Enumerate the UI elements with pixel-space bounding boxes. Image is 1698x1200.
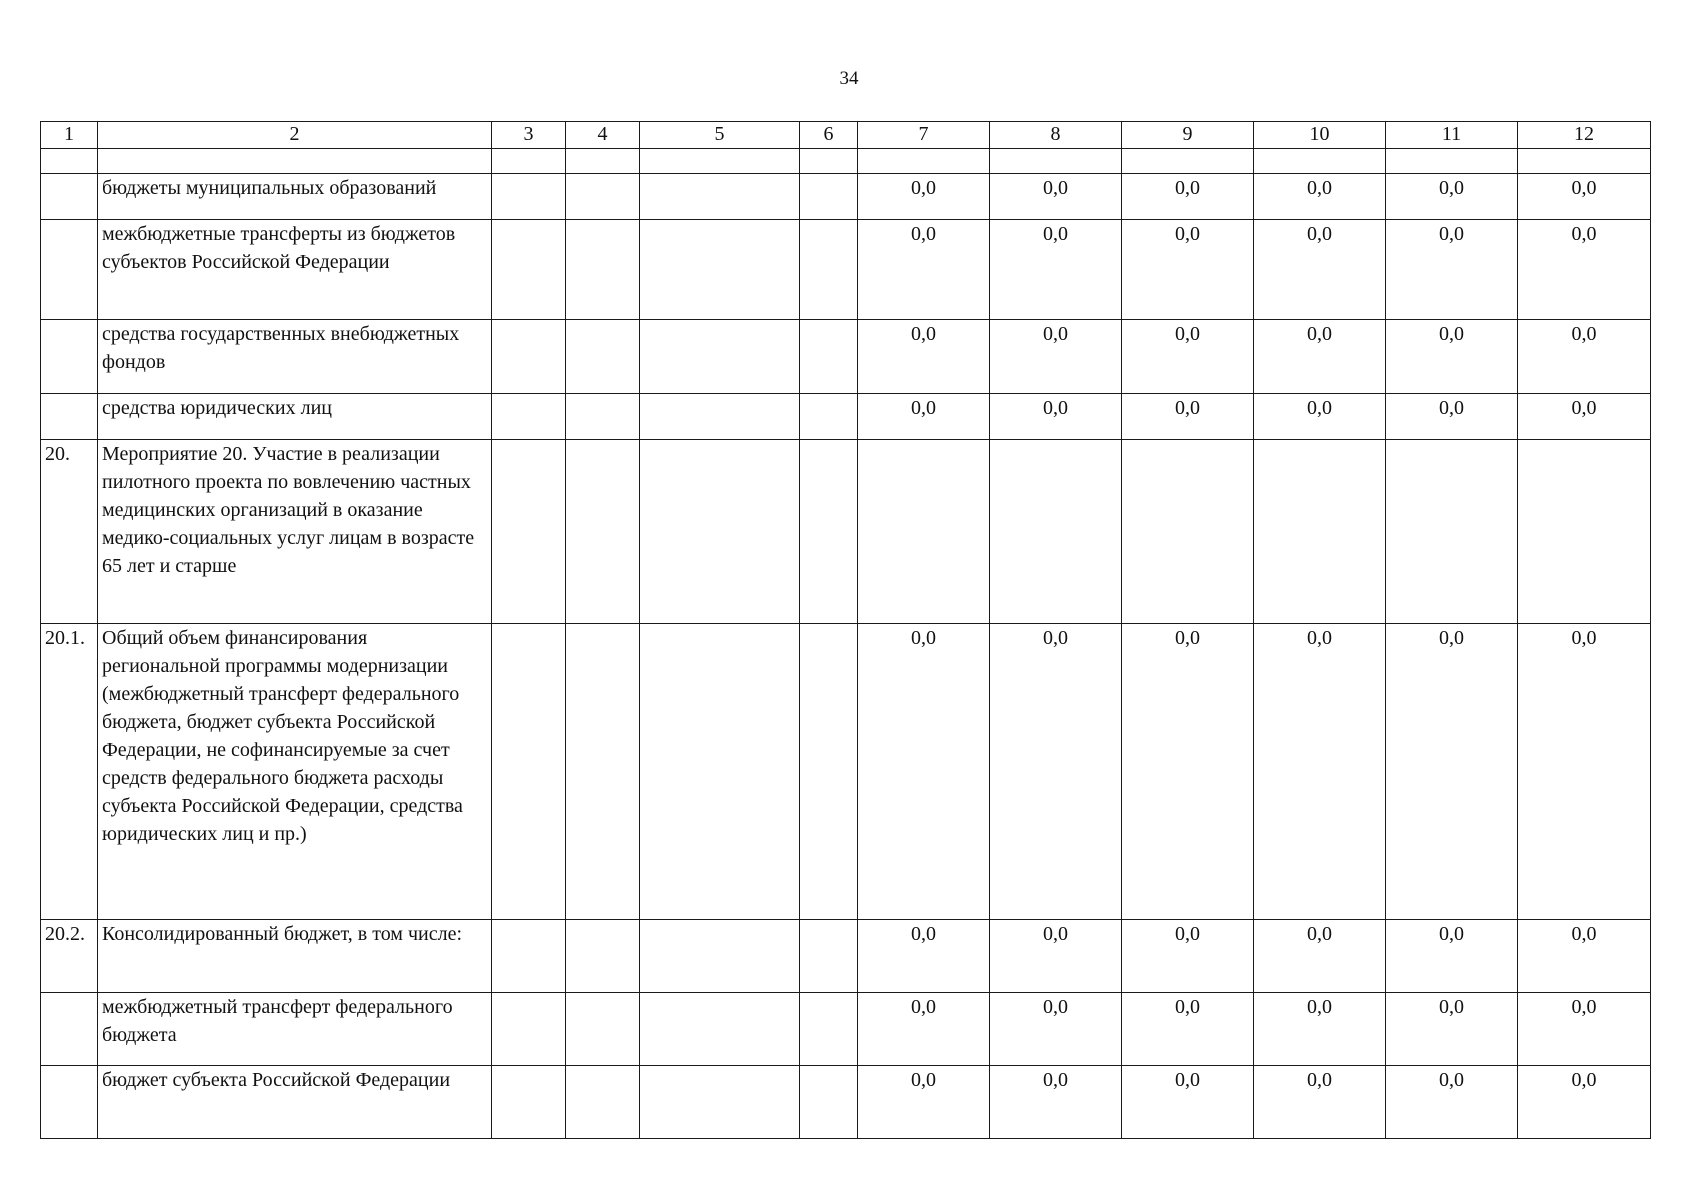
row-name: Общий объем финансирования региональной программы модернизации (межбюджетный трансферт федерального бюджета, бюджет субъекта Российской Федерации, не софинансируемые за счет средств федерального бюджета расходы субъекта Российской Федерации, средства юридических лиц и пр.) xyxy=(98,624,492,920)
value-cell: 0,0 xyxy=(1386,394,1518,440)
value-cell: 0,0 xyxy=(1386,993,1518,1066)
table-row xyxy=(41,993,1651,1066)
value-cell: 0,0 xyxy=(990,624,1122,920)
row-number xyxy=(41,174,98,220)
value-cell: 0,0 xyxy=(1122,624,1254,920)
value-cell: 0,0 xyxy=(990,993,1122,1066)
column-header: 12 xyxy=(1518,122,1651,149)
value-cell: 0,0 xyxy=(1122,174,1254,220)
value-cell: 0,0 xyxy=(1518,993,1651,1066)
value-cell: 0,0 xyxy=(1386,920,1518,993)
row-name: Мероприятие 20. Участие в реализации пилотного проекта по вовлечению частных медицинских организаций в оказание медико-социальных услуг лицам в возрасте 65 лет и старше xyxy=(98,440,492,624)
table-row xyxy=(41,320,1651,394)
table-row xyxy=(41,220,1651,320)
value-cell: 0,0 xyxy=(1122,220,1254,320)
value-cell: 0,0 xyxy=(1518,920,1651,993)
row-number xyxy=(41,394,98,440)
value-cell: 0,0 xyxy=(1122,320,1254,394)
value-cell: 0,0 xyxy=(1122,394,1254,440)
column-header: 10 xyxy=(1254,122,1386,149)
value-cell: 0,0 xyxy=(1254,1066,1386,1139)
table-row xyxy=(41,920,1651,993)
row-name: Консолидированный бюджет, в том числе: xyxy=(98,920,492,993)
row-name: средства юридических лиц xyxy=(98,394,492,440)
table-row xyxy=(41,440,1651,624)
column-header: 11 xyxy=(1386,122,1518,149)
value-cell: 0,0 xyxy=(1518,320,1651,394)
value-cell xyxy=(1254,440,1386,624)
value-cell: 0,0 xyxy=(1254,320,1386,394)
table-row xyxy=(41,624,1651,920)
value-cell: 0,0 xyxy=(1254,394,1386,440)
table-row xyxy=(41,1066,1651,1139)
row-number: 20.1. xyxy=(41,624,98,920)
value-cell: 0,0 xyxy=(1122,993,1254,1066)
value-cell: 0,0 xyxy=(1254,624,1386,920)
page-number: 34 xyxy=(839,68,859,89)
value-cell xyxy=(1518,440,1651,624)
value-cell: 0,0 xyxy=(1386,220,1518,320)
value-cell: 0,0 xyxy=(858,624,990,920)
value-cell: 0,0 xyxy=(990,920,1122,993)
value-cell: 0,0 xyxy=(858,993,990,1066)
table-row xyxy=(41,394,1651,440)
column-header: 3 xyxy=(492,122,566,149)
value-cell: 0,0 xyxy=(1254,993,1386,1066)
value-cell: 0,0 xyxy=(1386,1066,1518,1139)
column-header: 2 xyxy=(98,122,492,149)
value-cell: 0,0 xyxy=(990,1066,1122,1139)
value-cell: 0,0 xyxy=(1518,220,1651,320)
value-cell: 0,0 xyxy=(858,220,990,320)
value-cell: 0,0 xyxy=(858,920,990,993)
value-cell xyxy=(858,440,990,624)
value-cell: 0,0 xyxy=(990,220,1122,320)
value-cell xyxy=(1122,440,1254,624)
row-name: средства государственных внебюджетных фондов xyxy=(98,320,492,394)
value-cell xyxy=(990,440,1122,624)
row-name: бюджеты муниципальных образований xyxy=(98,174,492,220)
column-header: 4 xyxy=(566,122,640,149)
value-cell: 0,0 xyxy=(1518,624,1651,920)
row-name: бюджет субъекта Российской Федерации xyxy=(98,1066,492,1139)
column-header: 5 xyxy=(640,122,800,149)
value-cell: 0,0 xyxy=(1254,920,1386,993)
column-header: 6 xyxy=(800,122,858,149)
column-number-header xyxy=(41,122,1651,149)
value-cell: 0,0 xyxy=(1518,174,1651,220)
column-header: 7 xyxy=(858,122,990,149)
table-row xyxy=(41,174,1651,220)
column-header: 8 xyxy=(990,122,1122,149)
value-cell: 0,0 xyxy=(1122,920,1254,993)
column-header: 9 xyxy=(1122,122,1254,149)
row-name: межбюджетные трансферты из бюджетов субъектов Российской Федерации xyxy=(98,220,492,320)
value-cell: 0,0 xyxy=(1122,1066,1254,1139)
row-number xyxy=(41,993,98,1066)
value-cell: 0,0 xyxy=(858,394,990,440)
row-number xyxy=(41,220,98,320)
value-cell: 0,0 xyxy=(1386,320,1518,394)
value-cell: 0,0 xyxy=(1254,174,1386,220)
value-cell: 0,0 xyxy=(858,320,990,394)
row-number xyxy=(41,320,98,394)
row-number: 20. xyxy=(41,440,98,624)
row-name: межбюджетный трансферт федерального бюджета xyxy=(98,993,492,1066)
value-cell: 0,0 xyxy=(858,174,990,220)
row-number: 20.2. xyxy=(41,920,98,993)
financing-table xyxy=(40,121,1651,1139)
value-cell: 0,0 xyxy=(1518,1066,1651,1139)
row-number xyxy=(41,1066,98,1139)
value-cell: 0,0 xyxy=(990,394,1122,440)
spacer-row xyxy=(41,149,1651,174)
value-cell xyxy=(1386,440,1518,624)
value-cell: 0,0 xyxy=(990,320,1122,394)
column-header: 1 xyxy=(41,122,98,149)
value-cell: 0,0 xyxy=(990,174,1122,220)
value-cell: 0,0 xyxy=(858,1066,990,1139)
value-cell: 0,0 xyxy=(1254,220,1386,320)
value-cell: 0,0 xyxy=(1386,174,1518,220)
value-cell: 0,0 xyxy=(1518,394,1651,440)
value-cell: 0,0 xyxy=(1386,624,1518,920)
